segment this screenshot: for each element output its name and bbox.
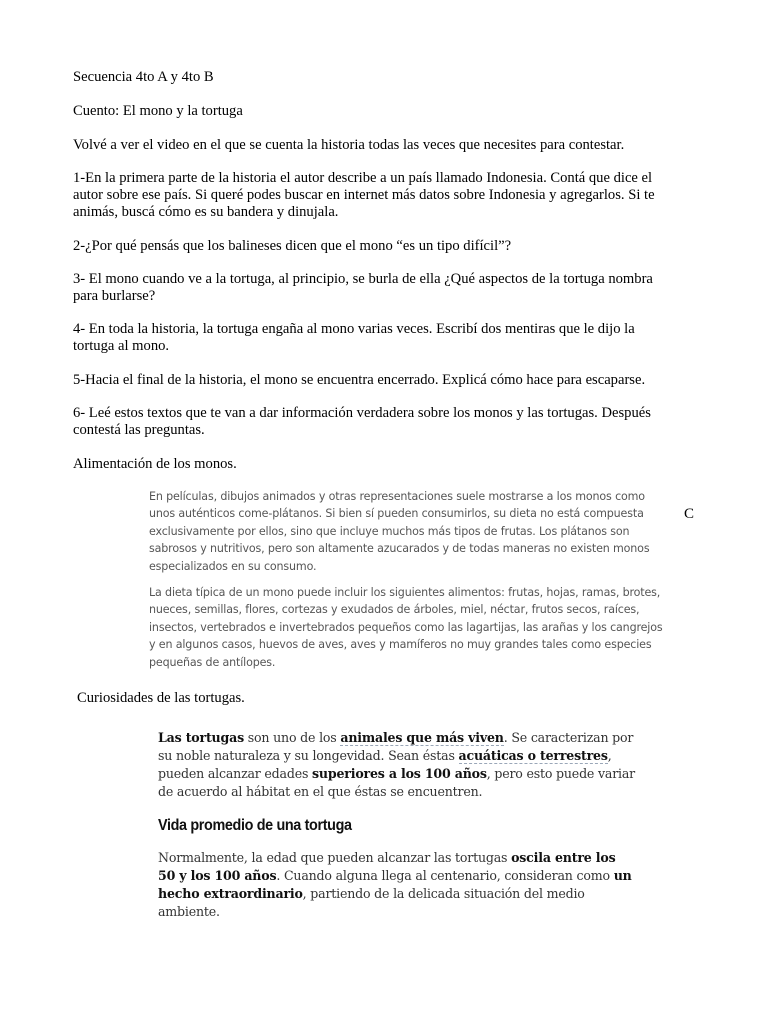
monos-p2-line: y en algunos casos, huevos de aves, aves y mamíferos no muy grandes tales como especies	[149, 638, 652, 652]
tortugas-text: , pero esto puede variar	[486, 766, 635, 781]
question-6-line: contestá las preguntas.	[73, 422, 205, 438]
story-title: Cuento: El mono y la tortuga	[73, 103, 243, 119]
acuaticas-link[interactable]: acuáticas o terrestres	[458, 748, 608, 763]
animales-link[interactable]: animales que más viven	[340, 730, 504, 745]
monos-p2-line: La dieta típica de un mono puede incluir los siguientes alimentos: frutas, hojas, ramas, brotes,	[149, 586, 661, 600]
tortugas-p2-line: ambiente.	[158, 904, 220, 919]
question-1	[73, 170, 713, 221]
tortugas-bold: un	[613, 868, 632, 883]
document-title: Secuencia 4to A y 4to B	[73, 69, 214, 85]
question-1-line: 1-En la primera parte de la historia el autor describe a un país llamado Indonesia. Contá que dice el	[73, 170, 653, 186]
monos-p2-line: pequeñas de antílopes.	[149, 655, 276, 669]
question-6	[73, 405, 713, 439]
question-4-line: 4- En toda la historia, la tortuga engaña al mono varias veces. Escribí dos mentiras que le dijo la	[73, 321, 635, 337]
tortugas-bold: oscila entre los	[511, 850, 616, 865]
tortugas-p1-line	[158, 765, 635, 783]
question-1-line: animás, buscá cómo es su bandera y dinujala.	[73, 204, 339, 220]
tortugas-bold: superiores a los 100 años	[312, 766, 487, 781]
stray-letter: C	[684, 506, 695, 522]
tortugas-text: ,	[607, 748, 612, 763]
question-6-line: 6- Leé estos textos que te van a dar información verdadera sobre los monos y las tortugas. Después	[73, 405, 651, 421]
tortugas-p1-line: de acuerdo al hábitat en el que éstas se encuentren.	[158, 784, 483, 799]
tortugas-bold: Las tortugas	[158, 730, 244, 745]
tortugas-heading: Curiosidades de las tortugas.	[77, 690, 245, 706]
question-1-line: autor sobre ese país. Si queré podes buscar en internet más datos sobre Indonesia y agregarlos. Si te	[73, 187, 655, 203]
question-3-line: para burlarse?	[73, 288, 156, 304]
tortugas-text: , partiendo de la delicada situación del medio	[302, 886, 585, 901]
question-3-line: 3- El mono cuando ve a la tortuga, al principio, se burla de ella ¿Qué aspectos de la tortuga nombra	[73, 271, 653, 287]
intro-instruction: Volvé a ver el video en el que se cuenta la historia todas las veces que necesites para contestar.	[73, 137, 625, 153]
tortugas-text: su noble naturaleza y su longevidad. Sean éstas	[158, 748, 459, 763]
tortugas-bold: hecho extraordinario	[158, 886, 303, 901]
tortugas-text: . Se caracterizan por	[503, 730, 634, 745]
monos-heading: Alimentación de los monos.	[73, 456, 237, 472]
monos-p2-line: insectos, vertebrados e invertebrados pequeños como las lagartijas, las arañas y los cangrejos	[149, 620, 663, 634]
monos-text-clipping	[149, 488, 663, 671]
question-5: 5-Hacia el final de la historia, el mono se encuentra encerrado. Explicá cómo hace para escaparse.	[73, 372, 646, 388]
tortugas-text: . Cuando alguna llega al centenario, consideran como	[276, 868, 614, 883]
question-4	[73, 321, 713, 355]
monos-p1-line: En películas, dibujos animados y otras representaciones suele mostrarse a los monos como	[149, 490, 645, 503]
vida-promedio-heading: Vida promedio de una tortuga	[158, 817, 352, 834]
question-4-line: tortuga al mono.	[73, 338, 170, 354]
tortugas-p1-line	[158, 747, 612, 765]
tortugas-p2-line	[158, 867, 632, 885]
question-2: 2-¿Por qué pensás que los balineses dicen que el mono “es un tipo difícil”?	[73, 238, 512, 254]
monos-p2-line: nueces, semillas, flores, cortezas y exudados de árboles, miel, néctar, frutos secos, raíces,	[149, 603, 640, 617]
tortugas-p2-line	[158, 849, 616, 867]
tortugas-text: Normalmente, la edad que pueden alcanzar las tortugas	[158, 850, 512, 865]
question-3	[73, 271, 713, 305]
tortugas-text: son uno de los	[243, 730, 341, 745]
tortugas-text: pueden alcanzar edades	[158, 766, 313, 781]
tortugas-text-clipping	[158, 729, 635, 921]
monos-p1-line: especializados en su consumo.	[149, 559, 317, 573]
monos-p1-line: exclusivamente por ellos, sino que incluye muchos más tipos de frutas. Los plátanos son	[149, 524, 630, 538]
monos-p1-line: unos auténticos come-plátanos. Si bien sí pueden consumirlos, su dieta no está compuesta	[149, 507, 644, 521]
tortugas-bold: 50 y los 100 años	[158, 868, 277, 883]
tortugas-p1-line	[158, 729, 634, 747]
tortugas-p2-line	[158, 885, 598, 903]
monos-p1-line: sabrosos y nutritivos, pero son altamente azucarados y de todas maneras no existen monos	[149, 542, 650, 556]
